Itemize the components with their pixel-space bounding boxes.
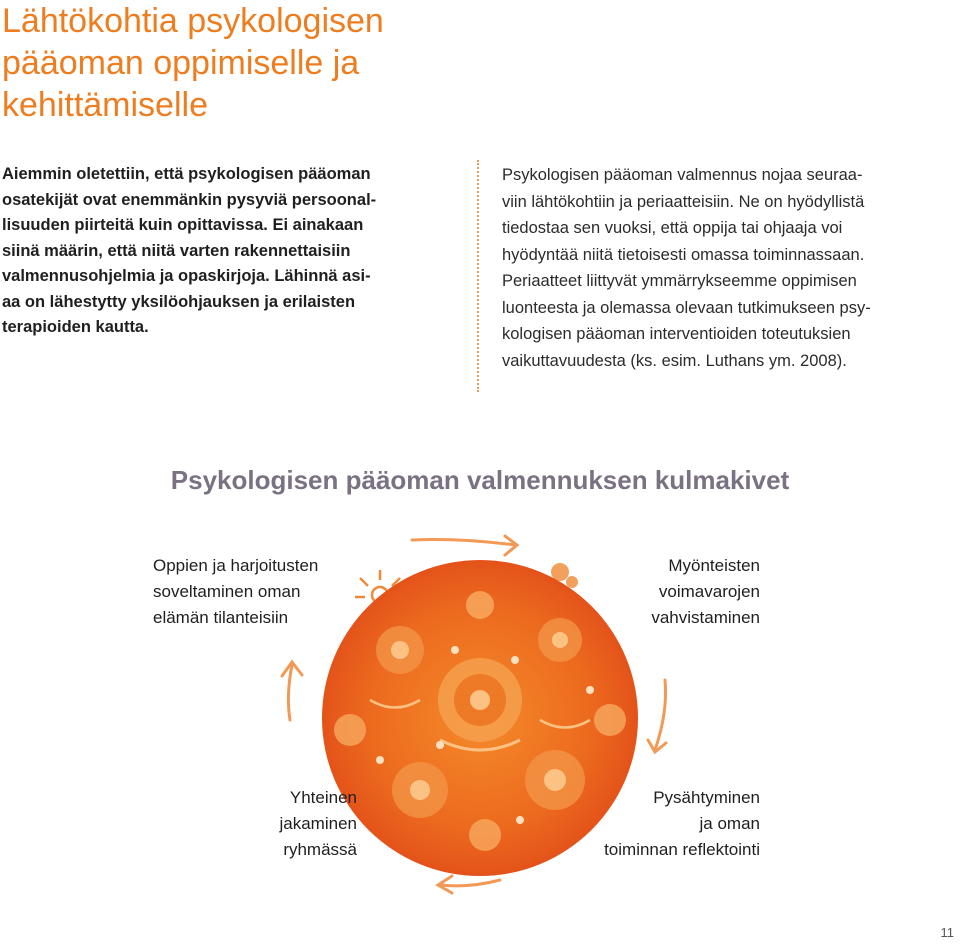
paragraph-line: valmennusohjelmia ja opaskirjoja. Lähinnä asi- bbox=[2, 267, 371, 285]
label-line: ryhmässä bbox=[283, 840, 357, 859]
paragraph-line: luonteesta ja olemassa olevaan tutkimukseen psy- bbox=[502, 298, 871, 317]
label-line: ja oman bbox=[699, 814, 760, 833]
label-line: toiminnan reflektointi bbox=[604, 840, 760, 859]
paragraph-line: Periaatteet liittyvät ymmärrykseemme oppimisen bbox=[502, 272, 857, 290]
label-line: elämän tilanteisiin bbox=[153, 608, 289, 627]
cycle-label-share bbox=[235, 785, 357, 863]
arrow-right-icon bbox=[648, 680, 666, 752]
label-line: voimavarojen bbox=[658, 582, 760, 601]
page-title-line: kehittämiselle bbox=[2, 86, 208, 124]
cycle-label-reflect bbox=[560, 785, 760, 863]
arrow-top-icon bbox=[412, 536, 517, 555]
page-number: 11 bbox=[940, 925, 954, 940]
label-line: Oppien ja harjoitusten bbox=[153, 556, 319, 575]
paragraph-line: aa on lähestytty yksilöohjauksen ja erilaisten bbox=[2, 292, 356, 311]
paragraph-line: terapioiden kautta. bbox=[2, 318, 149, 336]
label-line: Myönteisten bbox=[668, 556, 760, 575]
paragraph-line: Psykologisen pääoman valmennus nojaa seuraa- bbox=[502, 166, 863, 184]
paragraph-line: osatekijät ovat enemmänkin pysyviä persoonal- bbox=[2, 190, 377, 209]
label-line: vahvistaminen bbox=[651, 608, 760, 627]
page-title-line: Lähtökohtia psykologisen bbox=[2, 2, 384, 40]
paragraph-line: siinä määrin, että niitä varten rakennettaisiin bbox=[2, 241, 351, 260]
paragraph-line: lisuuden piirteitä kuin opittavissa. Ei ainakaan bbox=[2, 216, 364, 234]
cycle-label-apply bbox=[153, 553, 318, 631]
cycle-label-strengthen bbox=[600, 553, 760, 631]
paragraph-line: kologisen pääoman interventioiden toteutuksien bbox=[502, 325, 851, 343]
paragraph-line: tiedostaa sen vuoksi, että oppija tai ohjaaja voi bbox=[502, 219, 843, 237]
label-line: Yhteinen bbox=[289, 788, 357, 807]
label-line: soveltaminen oman bbox=[153, 582, 301, 601]
paragraph-line: viin lähtökohtiin ja periaatteisiin. Ne on hyödyllistä bbox=[502, 192, 865, 211]
label-line: jakaminen bbox=[279, 814, 357, 833]
arrow-left-icon bbox=[282, 662, 302, 720]
page-title-line: pääoman oppimiselle ja bbox=[2, 44, 360, 82]
paragraph-line: Aiemmin oletettiin, että psykologisen pääoman bbox=[2, 165, 371, 183]
cycle-title: Psykologisen pääoman valmennuksen kulmakivet bbox=[170, 465, 790, 495]
paragraph-line: vaikuttavuudesta (ks. esim. Luthans ym. 2008). bbox=[502, 351, 847, 370]
paragraph-line: hyödyntää niitä tietoisesti omassa toiminnassaan. bbox=[502, 245, 865, 264]
arrow-bottom-icon bbox=[438, 876, 500, 893]
label-line: Pysähtyminen bbox=[653, 788, 760, 807]
